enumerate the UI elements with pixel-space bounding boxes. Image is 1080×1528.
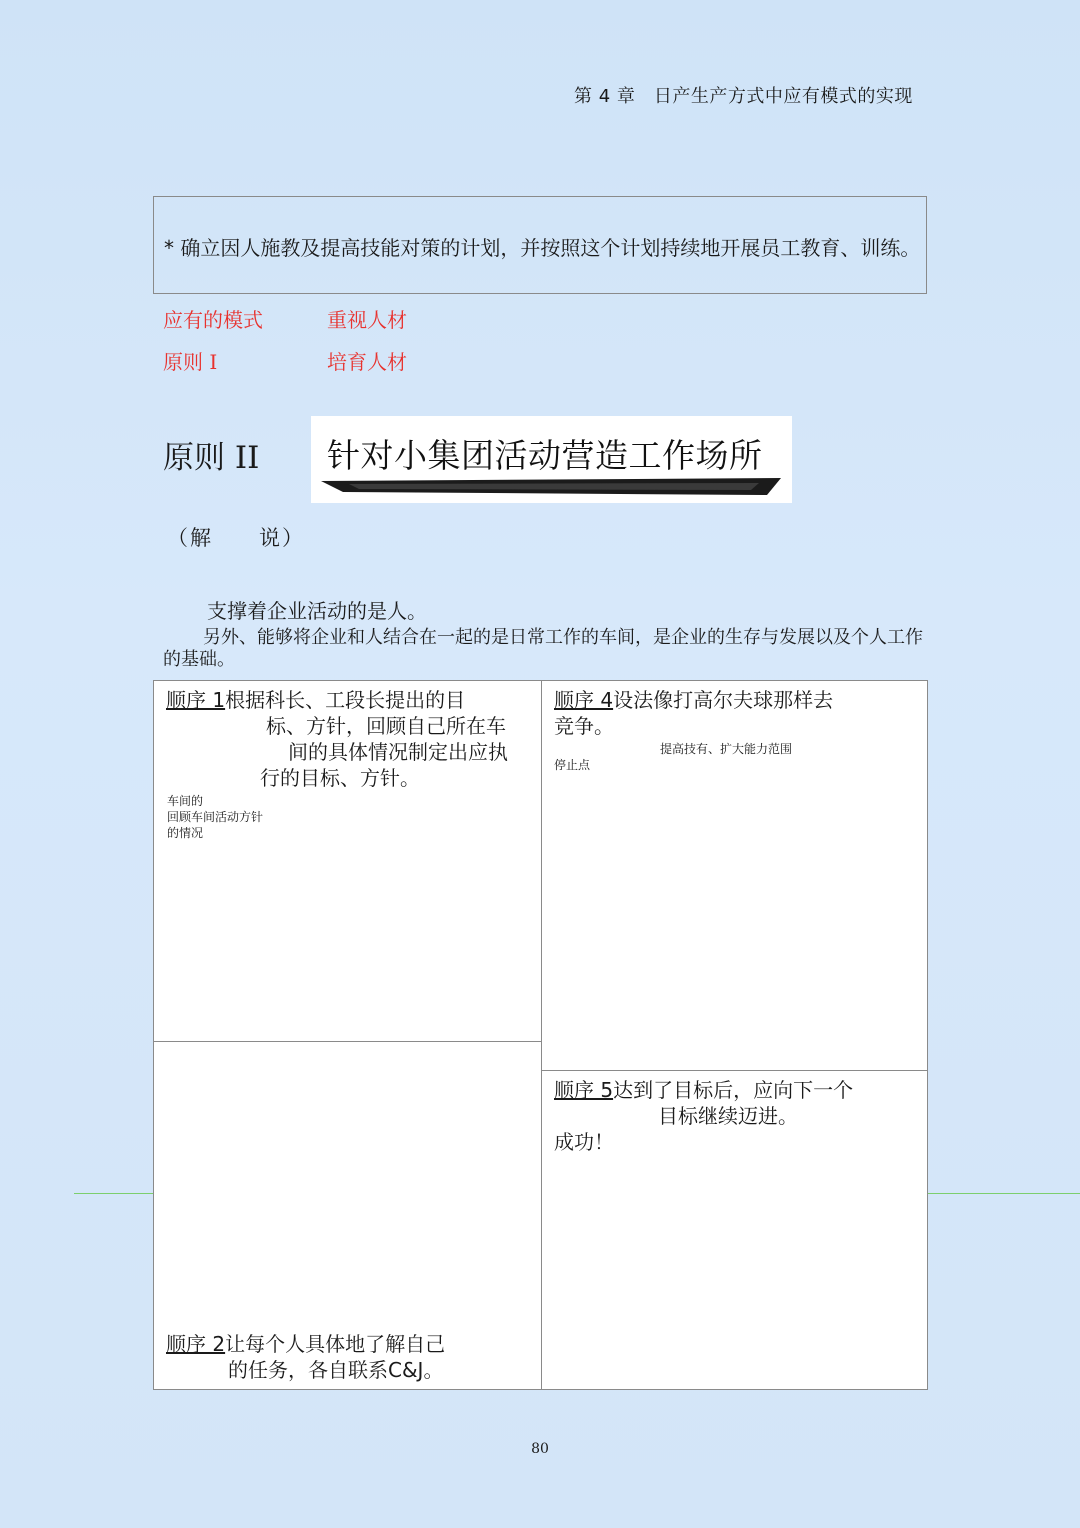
model-label: 应有的模式: [163, 308, 263, 332]
step-2-label: 顺序 2: [166, 1332, 226, 1356]
step-5: [554, 1077, 853, 1103]
step-4-line2: 竞争。: [554, 714, 614, 738]
grid-right-divider: [542, 1070, 927, 1071]
step-5-line3: 成功！: [554, 1130, 614, 1154]
step-1-line2: 标、方针，回顾自己所在车: [266, 714, 506, 738]
chapter-header: 第 4 章 日产生产方式中应有模式的实现: [574, 86, 913, 107]
step-1-note-3: 的情况: [167, 826, 204, 840]
step-4-note-right: 提高技有、扩大能力范围: [660, 742, 793, 756]
principle-title-banner: [311, 416, 792, 503]
grid-vertical-divider: [541, 681, 542, 1389]
body-paragraph-1: 支撑着企业活动的是人。: [207, 599, 427, 623]
step-4-note-left: 停止点: [554, 758, 591, 772]
body-paragraph-2: 另外、能够将企业和人结合在一起的是日常工作的车间，是企业的生存与发展以及个人工作的基础。: [163, 627, 923, 670]
principle-title: 针对小集团活动营造工作场所: [327, 436, 763, 475]
step-1-line1: 根据科长、工段长提出的目: [225, 688, 466, 712]
step-4-label: 顺序 4: [554, 688, 614, 712]
explanation-heading: （解 说）: [167, 526, 305, 550]
banner-underline-graphic: [319, 478, 784, 498]
step-4: [554, 687, 833, 713]
note-text: * 确立因人施教及提高技能对策的计划，并按照这个计划持续地开展员工教育、训练。: [164, 236, 921, 260]
step-2-line2: 的任务，各自联系C&J。: [228, 1358, 444, 1382]
steps-grid: [153, 680, 928, 1390]
step-4-line1: 设法像打高尔夫球那样去: [613, 688, 834, 712]
grid-left-divider: [154, 1041, 541, 1042]
model-value: 重视人材: [327, 308, 407, 332]
note-box: [153, 196, 927, 294]
step-1-note-2: 回顾车间活动方针: [167, 810, 264, 824]
step-2: [166, 1331, 445, 1357]
step-5-line1: 达到了目标后，应向下一个: [613, 1078, 854, 1102]
step-2-line1: 让每个人具体地了解自己: [225, 1332, 446, 1356]
page-number: 80: [531, 1441, 549, 1457]
principle-1-label: 原则 I: [163, 350, 218, 374]
step-1-label: 顺序 1: [166, 688, 226, 712]
step-1-note-1: 车间的: [167, 794, 204, 808]
step-1-line3: 间的具体情况制定出应执: [288, 740, 508, 764]
step-5-label: 顺序 5: [554, 1078, 614, 1102]
step-5-line2: 目标继续迈进。: [658, 1104, 798, 1128]
step-1-line4: 行的目标、方针。: [260, 766, 420, 790]
principle-2-label: 原则 II: [163, 440, 260, 476]
principle-1-value: 培育人材: [327, 350, 407, 374]
step-1: [166, 687, 465, 713]
